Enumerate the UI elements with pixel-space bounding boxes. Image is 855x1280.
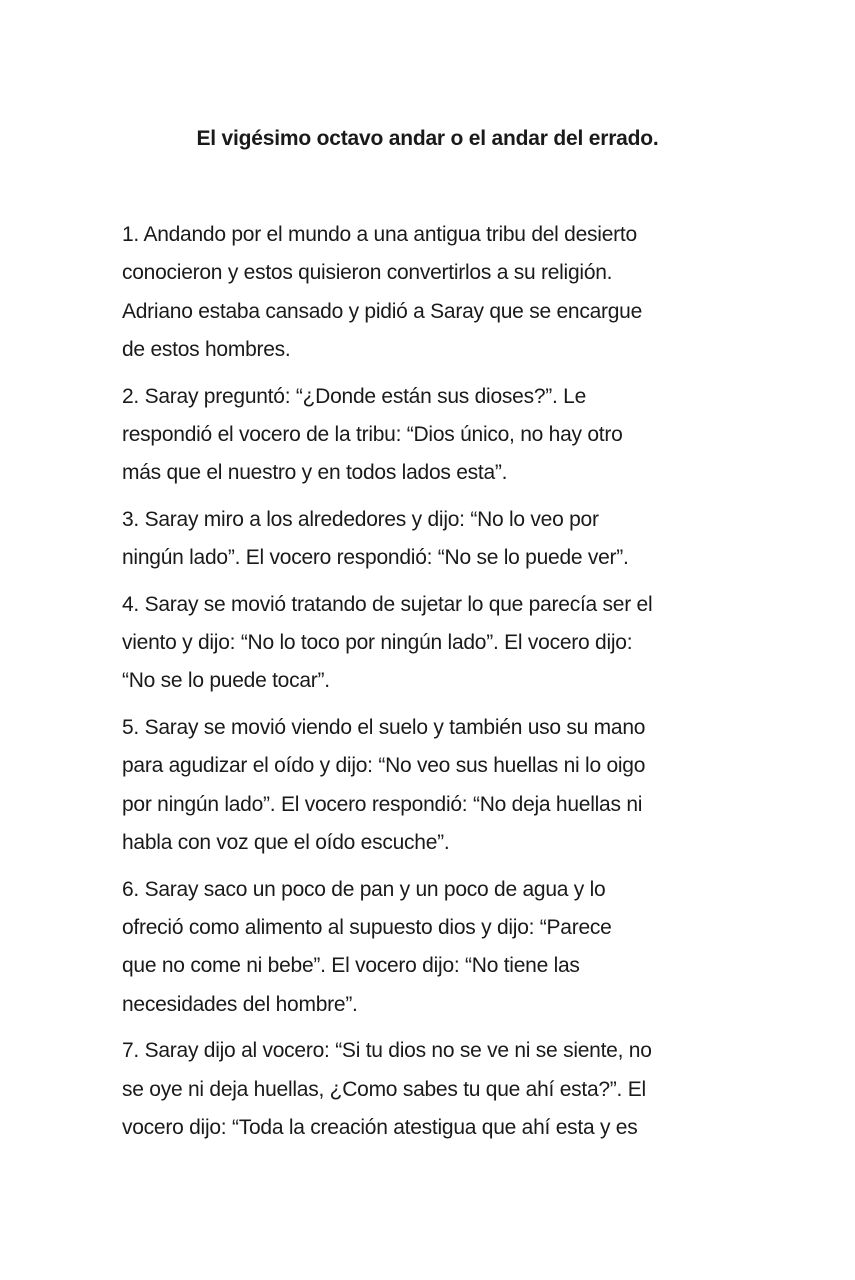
- paragraph-line: 3. Saray miro a los alrededores y dijo: “No lo veo por: [122, 507, 599, 531]
- paragraph-line: se oye ni deja huellas, ¿Como sabes tu que ahí esta?”. El: [122, 1077, 646, 1101]
- paragraph-6: [122, 871, 742, 1025]
- paragraph-line: 7. Saray dijo al vocero: “Si tu dios no se ve ni se siente, no: [122, 1039, 652, 1063]
- paragraph-line: 6. Saray saco un poco de pan y un poco de agua y lo: [122, 877, 606, 901]
- paragraph-line: vocero dijo: “Toda la creación atestigua que ahí esta y es: [122, 1115, 638, 1139]
- paragraph-7: [122, 1032, 742, 1147]
- paragraph-line: necesidades del hombre”.: [122, 992, 358, 1016]
- page-title: El vigésimo octavo andar o el andar del errado.: [196, 127, 659, 150]
- document-body: [122, 216, 742, 1155]
- paragraph-line: ofreció como alimento al supuesto dios y dijo: “Parece: [122, 915, 612, 939]
- paragraph-line: 5. Saray se movió viendo el suelo y también uso su mano: [122, 715, 646, 739]
- paragraph-line: por ningún lado”. El vocero respondió: “No deja huellas ni: [122, 792, 643, 816]
- paragraph-line: de estos hombres.: [122, 338, 291, 362]
- paragraph-1: [122, 216, 742, 370]
- paragraph-line: más que el nuestro y en todos lados esta”.: [122, 461, 508, 485]
- paragraph-5: [122, 709, 742, 863]
- paragraph-line: ningún lado”. El vocero respondió: “No se lo puede ver”.: [122, 546, 629, 570]
- paragraph-3: [122, 501, 742, 578]
- paragraph-line: conocieron y estos quisieron convertirlos a su religión.: [122, 261, 613, 285]
- paragraph-line: 2. Saray preguntó: “¿Donde están sus dioses?”. Le: [122, 384, 587, 408]
- paragraph-line: respondió el vocero de la tribu: “Dios único, no hay otro: [122, 423, 623, 447]
- paragraph-2: [122, 378, 742, 493]
- paragraph-line: viento y dijo: “No lo toco por ningún lado”. El vocero dijo:: [122, 631, 633, 655]
- paragraph-line: 1. Andando por el mundo a una antigua tribu del desierto: [122, 223, 637, 246]
- paragraph-line: Adriano estaba cansado y pidió a Saray que se encargue: [122, 299, 643, 323]
- paragraph-4: [122, 586, 742, 701]
- paragraph-line: que no come ni bebe”. El vocero dijo: “No tiene las: [122, 954, 580, 978]
- paragraph-line: “No se lo puede tocar”.: [122, 669, 330, 693]
- paragraph-line: para agudizar el oído y dijo: “No veo sus huellas ni lo oigo: [122, 754, 646, 778]
- paragraph-line: habla con voz que el oído escuche”.: [122, 831, 450, 855]
- paragraph-line: 4. Saray se movió tratando de sujetar lo que parecía ser el: [122, 592, 653, 616]
